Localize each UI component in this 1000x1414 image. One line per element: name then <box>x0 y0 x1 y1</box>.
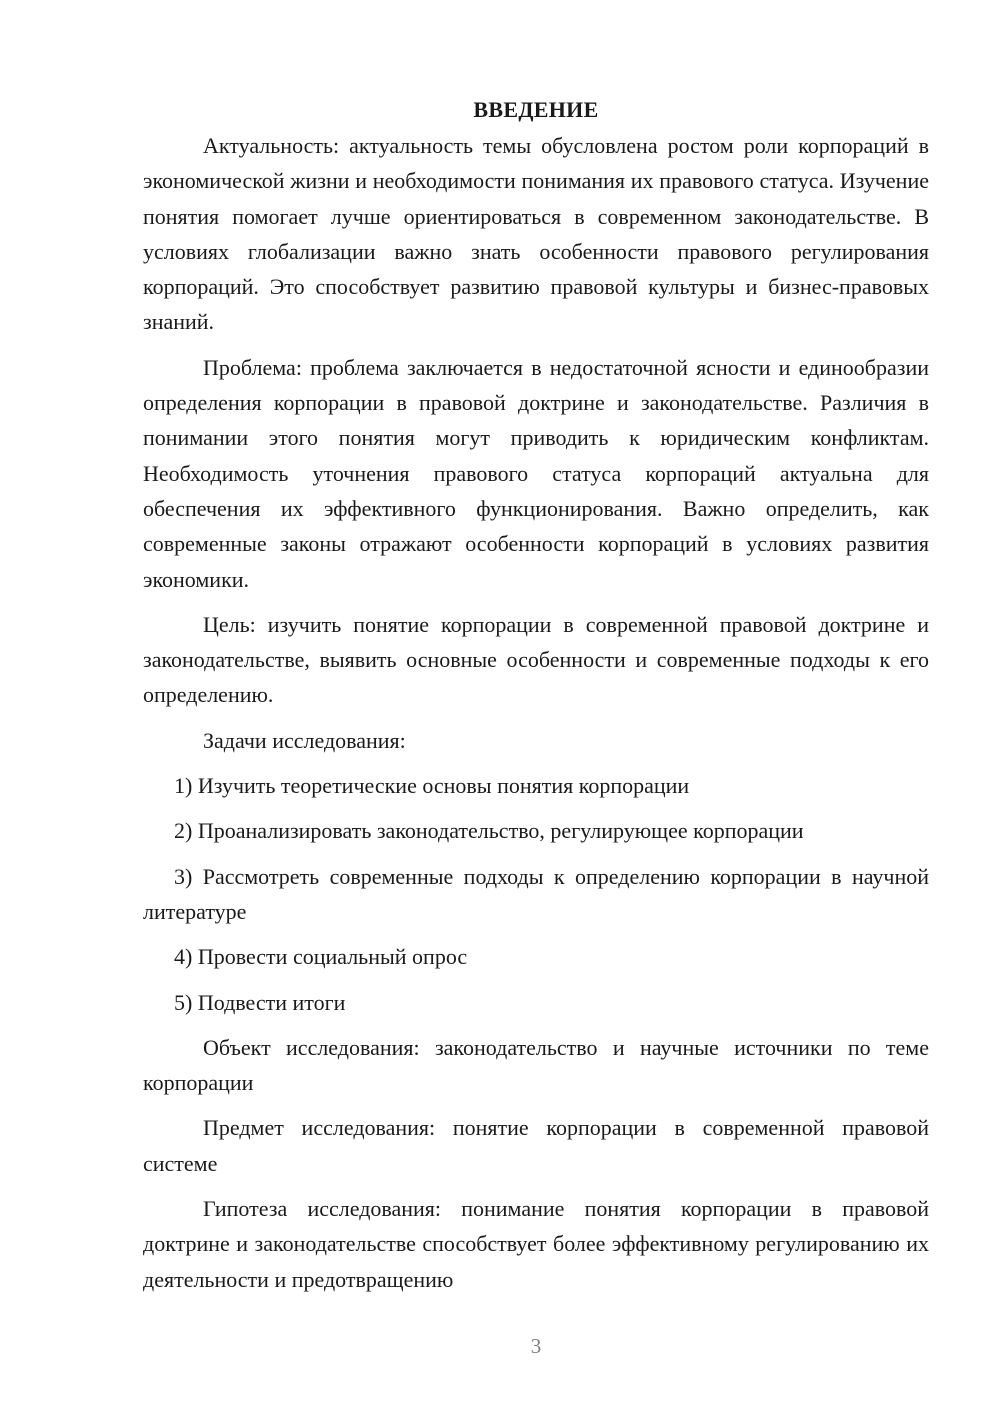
relevance-paragraph: Актуальность: актуальность темы обусловлена ростом роли корпораций в экономической жизни и необходимости понимания их правового статуса. Изучение понятия помогает лучше ориентироваться в современном законодательстве. В условиях глобализации важно знать особенности правового регулирования корпораций. Это способствует развитию правовой культуры и бизнес-правовых знаний. <box>143 133 929 335</box>
page-title: ВВЕДЕНИЕ <box>473 97 599 122</box>
subject-paragraph: Предмет исследования: понятие корпорации в современной правовой системе <box>143 1115 929 1176</box>
object-paragraph: Объект исследования: законодательство и научные источники по теме корпорации <box>143 1034 929 1096</box>
task-item-3: 3) Рассмотреть современные подходы к определению корпорации в научной литературе <box>143 863 929 924</box>
task-item-5: 5) Подвести итоги <box>174 989 346 1015</box>
task-item-4: 4) Провести социальный опрос <box>174 944 468 970</box>
tasks-heading: Задачи исследования: <box>203 727 406 753</box>
task-item-2: 2) Проанализировать законодательство, регулирующее корпорации <box>174 818 804 844</box>
page-number: 3 <box>530 1334 542 1358</box>
hypothesis-paragraph: Гипотеза исследования: понимание понятия корпорации в правовой доктрине и законодательстве способствует более эффективному регулированию их деятельности и предотвращению <box>143 1196 929 1292</box>
task-item-1: 1) Изучить теоретические основы понятия корпорации <box>174 773 690 799</box>
goal-paragraph: Цель: изучить понятие корпорации в современной правовой доктрине и законодательстве, выявить основные особенности и современные подходы к его определению. <box>143 611 929 708</box>
problem-paragraph: Проблема: проблема заключается в недостаточной ясности и единообразии определения корпорации в правовой доктрине и законодательстве. Различия в понимании этого понятия могут приводить к юридическим конфликтам. Необходимость уточнения правового статуса корпораций актуальна для обеспечения их эффективного функционирования. Важно определить, как современные законы отражают особенности корпораций в условиях развития экономики. <box>143 354 929 592</box>
document-page <box>143 92 929 1297</box>
